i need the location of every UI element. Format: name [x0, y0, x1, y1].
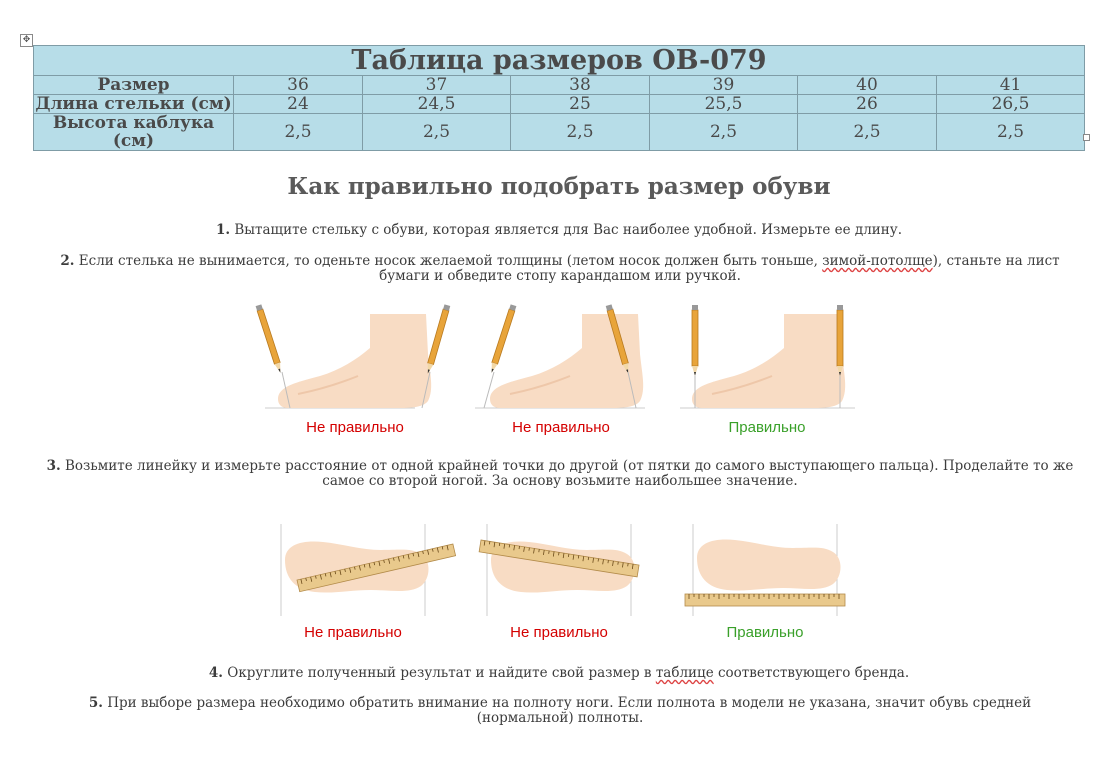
ruler-label-right: Правильно [726, 624, 804, 641]
table-cell: 39 [650, 76, 798, 95]
step-text: соответствующего бренда. [713, 665, 910, 681]
step-2 [40, 254, 1080, 284]
table-cell: 24 [234, 95, 363, 114]
table-cell: 26 [798, 95, 937, 114]
table-cell: 38 [511, 76, 650, 95]
table-resize-handle[interactable] [1083, 134, 1090, 141]
table-row [34, 95, 1085, 114]
step-4 [0, 666, 1098, 681]
page-heading: Как правильно подобрать размер обуви [287, 173, 831, 200]
step-1 [0, 223, 1098, 238]
step-number: 4. [208, 665, 223, 681]
table-title: Таблица размеров OB-079 [34, 46, 1085, 76]
step-number: 1. [215, 222, 231, 238]
size-table [33, 45, 1085, 151]
step-5 [60, 696, 1060, 726]
table-cell: 2,5 [798, 114, 937, 151]
ruler-label-wrong: Не правильно [304, 624, 402, 641]
step-number: 5. [88, 695, 103, 711]
table-cell: 2,5 [937, 114, 1085, 151]
step-text: Возьмите линейку и измерьте расстояние от одной крайней точки до другой (от пятки до самого выступающего пальца). Проделайте то же самое со второй ногой. За основу возьмите наибольшее значение. [60, 458, 1074, 489]
step-text: Вытащите стельку с обуви, которая является для Вас наиболее удобной. Измерьте ее длину. [230, 222, 903, 238]
table-move-handle-icon[interactable]: ✥ [20, 34, 33, 47]
table-cell: 36 [234, 76, 363, 95]
table-cell: 41 [937, 76, 1085, 95]
table-cell: 2,5 [511, 114, 650, 151]
table-row [34, 114, 1085, 151]
table-cell: 2,5 [650, 114, 798, 151]
row-header: Размер [34, 76, 234, 95]
tracing-label-right: Правильно [728, 419, 806, 436]
step-3 [40, 459, 1080, 489]
ruler-label-wrong: Не правильно [510, 624, 608, 641]
table-row [34, 76, 1085, 95]
step-text: ), станьте на лист бумаги и обведите стопу карандашом или ручкой. [379, 253, 1060, 284]
table-cell: 2,5 [234, 114, 363, 151]
table-cell: 25,5 [650, 95, 798, 114]
spellcheck-word[interactable]: зимой-потолще [822, 253, 933, 269]
table-cell: 26,5 [937, 95, 1085, 114]
tracing-illustrations [250, 300, 870, 420]
table-cell: 40 [798, 76, 937, 95]
step-number: 3. [46, 458, 61, 474]
step-number: 2. [60, 253, 75, 269]
tracing-label-wrong: Не правильно [306, 419, 404, 436]
step-text: При выборе размера необходимо обратить внимание на полноту ноги. Если полнота в модели не указана, значит обувь средней (нормальной) полноты. [102, 695, 1032, 726]
step-text: Округлите полученный результат и найдите свой размер в [222, 665, 656, 681]
row-header: Длина стельки (см) [35, 94, 232, 114]
table-cell: 2,5 [363, 114, 511, 151]
table-cell: 37 [363, 76, 511, 95]
table-cell: 24,5 [363, 95, 511, 114]
tracing-label-wrong: Не правильно [512, 419, 610, 436]
table-cell: 25 [511, 95, 650, 114]
ruler-illustrations [275, 520, 855, 620]
row-header: Высота каблука (см) [34, 114, 234, 151]
spellcheck-word[interactable]: таблице [655, 665, 714, 681]
step-text: Если стелька не вынимается, то оденьте носок желаемой толщины (летом носок должен быть тоньше, [74, 253, 823, 269]
